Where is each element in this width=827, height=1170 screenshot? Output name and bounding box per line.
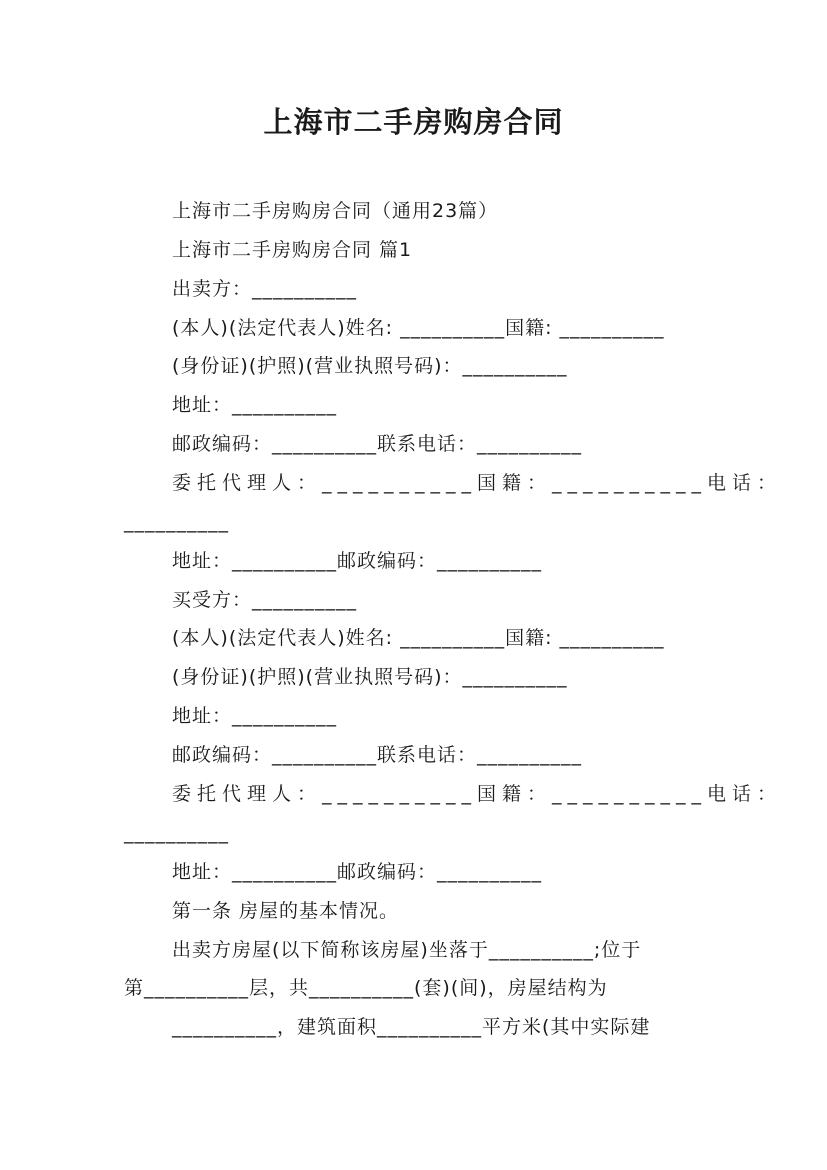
seller-id-line: (身份证)(护照)(营业执照号码)：__________ — [172, 355, 568, 377]
buyer-line: 买受方：__________ — [172, 589, 358, 611]
buyer-id-line: (身份证)(护照)(营业执照号码)：__________ — [172, 666, 568, 688]
buyer-name-nationality: (本人)(法定代表人)姓名: __________国籍: __________ — [172, 627, 665, 649]
document-title: 上海市二手房购房合同 — [263, 105, 564, 139]
article-one-text-2: 第__________层，共__________(套)(间)，房屋结构为 — [124, 977, 608, 999]
seller-address: 地址：__________ — [172, 394, 338, 416]
seller-agent-address: 地址：__________邮政编码：__________ — [172, 550, 543, 572]
buyer-postcode-phone: 邮政编码：__________联系电话：__________ — [172, 744, 583, 766]
article-one-text-3: __________，建筑面积__________平方米(其中实际建 — [172, 1016, 651, 1038]
buyer-agent-phone-blank: __________ — [124, 822, 229, 844]
buyer-agent-line: 委托代理人：__________国籍：__________电话： — [172, 783, 783, 805]
buyer-agent-address: 地址：__________邮政编码：__________ — [172, 861, 543, 883]
article-one-heading: 第一条 房屋的基本情况。 — [172, 900, 400, 922]
subtitle-line: 上海市二手房购房合同（通用23篇） — [172, 200, 499, 222]
seller-line: 出卖方：__________ — [172, 278, 358, 300]
seller-agent-phone-blank: __________ — [124, 511, 229, 533]
section-heading: 上海市二手房购房合同 篇1 — [172, 239, 413, 261]
seller-agent-line: 委托代理人：__________国籍：__________电话： — [172, 472, 783, 494]
article-one-text-1: 出卖方房屋(以下简称该房屋)坐落于__________;位于 — [172, 939, 642, 961]
buyer-address: 地址：__________ — [172, 705, 338, 727]
seller-postcode-phone: 邮政编码：__________联系电话：__________ — [172, 433, 583, 455]
seller-name-nationality: (本人)(法定代表人)姓名: __________国籍: __________ — [172, 317, 665, 339]
